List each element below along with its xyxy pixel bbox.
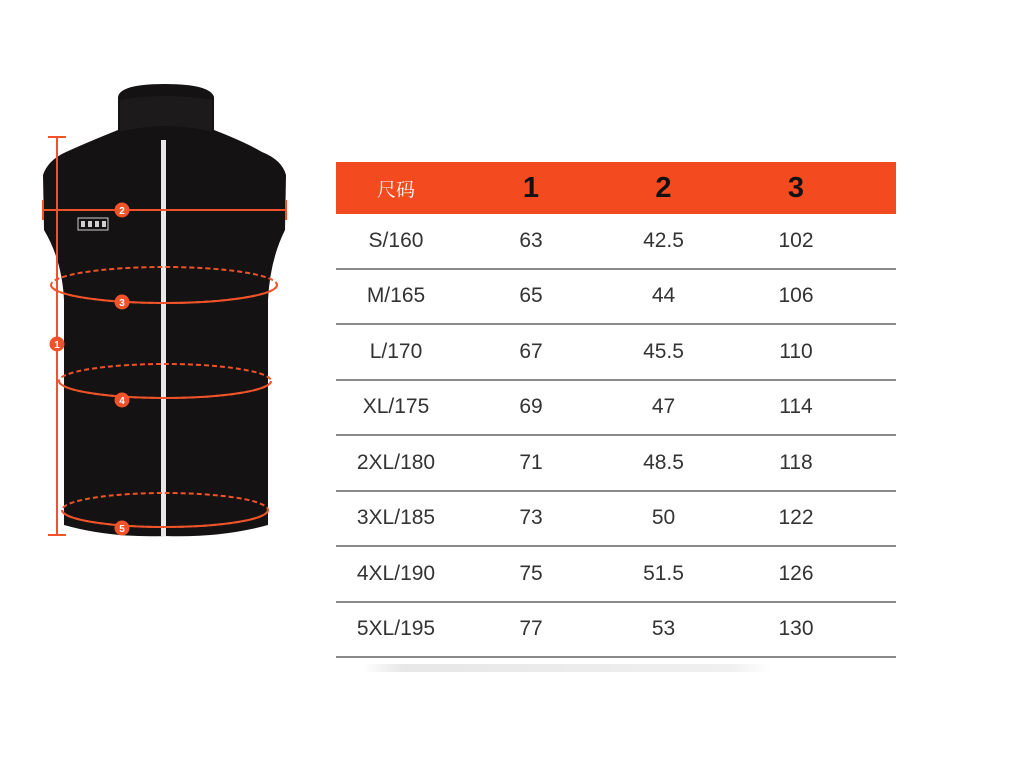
value-cell-2: 44 [651,284,676,308]
value-cell-2: 53 [651,617,676,641]
table-body [336,214,896,658]
value-cell-3: 126 [778,561,814,585]
header-col-3: 3 [787,171,805,204]
value-cell-2: 45.5 [643,339,684,363]
table-row [336,270,896,326]
vest-illustration [0,0,330,758]
value-cell-1: 67 [519,339,543,363]
faint-footnote [362,664,772,672]
size-cell: L/170 [369,339,423,363]
size-cell: 2XL/180 [356,450,436,474]
svg-text:2: 2 [119,206,125,217]
header-size-label: 尺码 [376,179,415,201]
value-cell-3: 118 [779,450,813,474]
value-cell-3: 102 [778,228,814,252]
vest-zipper [161,140,166,536]
value-cell-2: 51.5 [643,561,684,585]
value-cell-3: 122 [778,506,814,530]
size-cell: 5XL/195 [356,617,436,641]
size-cell: M/165 [366,284,426,308]
value-cell-2: 50 [651,506,676,530]
value-cell-3: 130 [778,617,814,641]
size-cell: 3XL/185 [356,506,436,530]
value-cell-1: 63 [519,228,543,252]
size-cell: 4XL/190 [356,561,436,585]
size-cell: S/160 [368,228,424,252]
table-header [336,162,896,214]
svg-text:1: 1 [54,340,60,351]
header-col-1: 1 [522,171,540,204]
value-cell-1: 73 [519,506,543,530]
svg-text:3: 3 [119,298,125,309]
table-row [336,214,896,270]
header-col-2: 2 [655,171,672,204]
marker-2 [115,203,130,218]
value-cell-1: 77 [519,617,543,641]
size-table [336,162,896,658]
svg-text:5: 5 [119,524,125,535]
value-cell-3: 114 [779,395,813,419]
table-row [336,547,896,603]
marker-3 [115,295,130,310]
value-cell-3: 110 [779,339,813,363]
table-row [336,436,896,492]
value-cell-1: 69 [519,395,543,419]
value-cell-2: 42.5 [643,228,684,252]
table-row [336,325,896,381]
value-cell-1: 65 [519,284,543,308]
value-cell-3: 106 [778,284,814,308]
table-row [336,381,896,437]
value-cell-2: 48.5 [643,450,684,474]
size-cell: XL/175 [362,395,430,419]
value-cell-1: 71 [519,450,543,474]
marker-1 [50,337,65,352]
value-cell-2: 47 [651,395,676,419]
marker-5 [115,521,130,536]
marker-4 [115,393,130,408]
table-row [336,603,896,659]
svg-text:4: 4 [119,396,125,407]
table-row [336,492,896,548]
value-cell-1: 75 [519,561,543,585]
